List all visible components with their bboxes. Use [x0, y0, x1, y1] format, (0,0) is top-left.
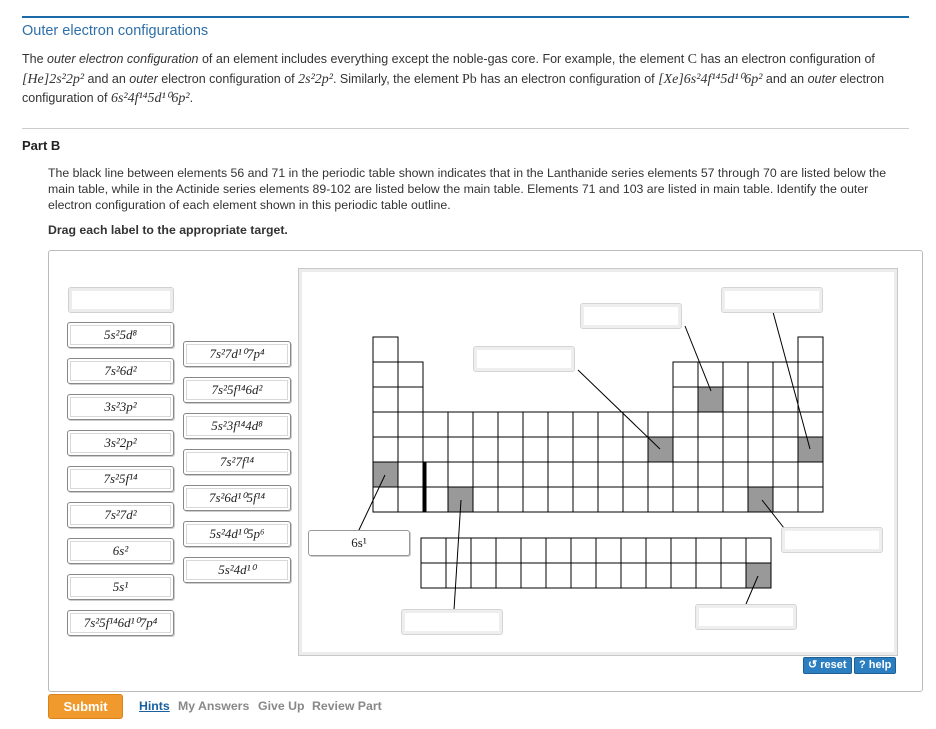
- drag-label[interactable]: 3s²3p²: [67, 394, 174, 420]
- drag-label[interactable]: 6s²: [67, 538, 174, 564]
- drag-label[interactable]: 7s²7d¹⁰7p⁴: [183, 341, 291, 367]
- f-block-cell: [621, 538, 646, 563]
- f-block-cell: [671, 563, 696, 588]
- table-cell: [623, 462, 648, 487]
- table-cell: [573, 462, 598, 487]
- table-cell: [448, 437, 473, 462]
- table-cell: [698, 487, 723, 512]
- table-cell: [723, 387, 748, 412]
- table-cell: [748, 462, 773, 487]
- table-cell: [598, 412, 623, 437]
- hints-link[interactable]: Hints: [139, 699, 170, 713]
- table-cell: [798, 362, 823, 387]
- table-cell: [598, 487, 623, 512]
- f-block-cell: [421, 538, 446, 563]
- table-cell: [673, 412, 698, 437]
- table-cell: [798, 412, 823, 437]
- table-cell: [523, 462, 548, 487]
- f-block-cell: [521, 563, 546, 588]
- table-cell: [498, 487, 523, 512]
- table-cell: [798, 387, 823, 412]
- give-up-link[interactable]: Give Up: [258, 699, 305, 713]
- table-cell: [798, 487, 823, 512]
- table-cell: [698, 462, 723, 487]
- table-cell: [673, 462, 698, 487]
- table-cell: [623, 487, 648, 512]
- review-part-link[interactable]: Review Part: [312, 699, 382, 713]
- drop-target-filled[interactable]: 6s¹: [308, 530, 410, 556]
- f-block-cell: [746, 538, 771, 563]
- f-block-cell: [421, 563, 446, 588]
- drop-target[interactable]: [401, 609, 503, 635]
- table-cell: [648, 487, 673, 512]
- table-cell: [623, 437, 648, 462]
- part-title: Part B: [22, 138, 61, 153]
- table-cell: [473, 412, 498, 437]
- drop-target[interactable]: [695, 604, 797, 630]
- table-cell: [398, 462, 423, 487]
- drag-label[interactable]: 7s²6d²: [67, 358, 174, 384]
- table-cell: [773, 412, 798, 437]
- table-cell: [423, 412, 448, 437]
- drag-prompt: Drag each label to the appropriate target.: [48, 223, 288, 237]
- highlighted-element-cell: [798, 437, 823, 462]
- table-cell: [598, 437, 623, 462]
- table-cell: [498, 412, 523, 437]
- table-cell: [673, 362, 698, 387]
- f-block-cell: [596, 563, 621, 588]
- highlighted-element-cell: [748, 487, 773, 512]
- help-button[interactable]: ? help: [854, 657, 896, 674]
- page-title: Outer electron configurations: [22, 23, 209, 39]
- table-cell: [773, 487, 798, 512]
- drop-target[interactable]: [580, 303, 682, 329]
- table-cell: [523, 412, 548, 437]
- my-answers-link[interactable]: My Answers: [178, 699, 250, 713]
- table-cell: [673, 487, 698, 512]
- table-cell: [573, 437, 598, 462]
- table-cell: [673, 437, 698, 462]
- f-block-cell: [471, 563, 496, 588]
- table-cell: [773, 437, 798, 462]
- drag-label[interactable]: 7s²6d¹⁰5f¹⁴: [183, 485, 291, 511]
- table-cell: [473, 462, 498, 487]
- f-block-cell: [721, 538, 746, 563]
- table-cell: [723, 462, 748, 487]
- table-cell: [498, 462, 523, 487]
- f-block-cell: [546, 538, 571, 563]
- table-cell: [698, 412, 723, 437]
- instructions: The black line between elements 56 and 71 in the periodic table shown indicates that in the Lanthanide series elements 57 through 70 are listed below the main table, while in the Actinide series elements 89-102 are listed below the main table. Elements 71 and 103 are listed in main table. Identify the outer electron configuration of each element shown in this periodic table outline.: [48, 166, 887, 212]
- table-cell: [673, 387, 698, 412]
- f-block-cell: [496, 563, 521, 588]
- f-block-cell: [721, 563, 746, 588]
- table-cell: [423, 462, 448, 487]
- table-cell: [373, 437, 398, 462]
- table-cell: [373, 362, 398, 387]
- f-block-cell: [646, 563, 671, 588]
- submit-button[interactable]: Submit: [48, 694, 123, 719]
- table-cell: [448, 462, 473, 487]
- drop-target[interactable]: [781, 527, 883, 553]
- highlighted-element-cell: [746, 563, 771, 588]
- drop-target[interactable]: [721, 287, 823, 313]
- table-cell: [473, 437, 498, 462]
- drop-target[interactable]: [473, 346, 575, 372]
- f-block-cell: [521, 538, 546, 563]
- table-cell: [373, 487, 398, 512]
- drag-label[interactable]: 3s²2p²: [67, 430, 174, 456]
- drag-label[interactable]: 5s²4d¹⁰5p⁶: [183, 521, 291, 547]
- drag-label[interactable]: 7s²5f¹⁴6d¹⁰7p⁴: [67, 610, 174, 636]
- table-cell: [748, 412, 773, 437]
- f-block-cell: [671, 538, 696, 563]
- drag-label[interactable]: 7s²7f¹⁴: [183, 449, 291, 475]
- f-block-cell: [496, 538, 521, 563]
- highlighted-element-cell: [373, 462, 398, 487]
- drag-label[interactable]: 7s²5f¹⁴6d²: [183, 377, 291, 403]
- f-block-cell: [446, 563, 471, 588]
- drag-label[interactable]: 7s²7d²: [67, 502, 174, 528]
- table-cell: [548, 462, 573, 487]
- table-cell: [523, 487, 548, 512]
- f-block-cell: [471, 538, 496, 563]
- table-cell: [723, 487, 748, 512]
- table-cell: [548, 412, 573, 437]
- f-block-cell: [696, 538, 721, 563]
- f-block-cell: [621, 563, 646, 588]
- f-block-cell: [646, 538, 671, 563]
- table-cell: [373, 337, 398, 362]
- table-cell: [498, 437, 523, 462]
- f-block-cell: [546, 563, 571, 588]
- table-cell: [748, 362, 773, 387]
- table-cell: [423, 437, 448, 462]
- table-cell: [748, 437, 773, 462]
- table-cell: [573, 412, 598, 437]
- drag-label[interactable]: 5s²5d⁸: [67, 322, 174, 348]
- table-cell: [548, 487, 573, 512]
- table-cell: [398, 387, 423, 412]
- intro-paragraph: The outer electron configuration of an element includes everything except the noble-gas core. For example, the element C has an electron configuration of [He]2s²2p² and an outer electron configuration of 2s²2p². Similarly, the element Pb has an electron configuration of [Xe]6s²4f¹⁴5d¹⁰6p² and an outer electron configuration of 6s²4f¹⁴5d¹⁰6p².: [22, 52, 885, 106]
- table-cell: [798, 462, 823, 487]
- table-cell: [398, 437, 423, 462]
- table-cell: [748, 387, 773, 412]
- drag-label[interactable]: 5s¹: [67, 574, 174, 600]
- table-cell: [398, 362, 423, 387]
- table-cell: [798, 337, 823, 362]
- reset-button[interactable]: ↺ reset: [803, 657, 852, 674]
- table-cell: [373, 412, 398, 437]
- table-cell: [423, 487, 448, 512]
- table-cell: [548, 437, 573, 462]
- f-block-cell: [696, 563, 721, 588]
- table-cell: [648, 412, 673, 437]
- drag-label[interactable]: 5s²4d¹⁰: [183, 557, 291, 583]
- table-cell: [773, 362, 798, 387]
- table-cell: [373, 387, 398, 412]
- table-cell: [523, 437, 548, 462]
- drag-label[interactable]: 5s²3f¹⁴4d⁸: [183, 413, 291, 439]
- table-cell: [648, 462, 673, 487]
- table-cell: [573, 487, 598, 512]
- table-cell: [723, 437, 748, 462]
- table-cell: [698, 437, 723, 462]
- table-cell: [398, 412, 423, 437]
- table-cell: [698, 362, 723, 387]
- f-block-cell: [596, 538, 621, 563]
- table-cell: [473, 487, 498, 512]
- drag-label[interactable]: 7s²5f¹⁴: [67, 466, 174, 492]
- table-cell: [773, 462, 798, 487]
- f-block-cell: [571, 563, 596, 588]
- table-cell: [448, 412, 473, 437]
- table-cell: [723, 412, 748, 437]
- table-cell: [398, 487, 423, 512]
- f-block-cell: [571, 538, 596, 563]
- table-cell: [598, 462, 623, 487]
- table-cell: [723, 362, 748, 387]
